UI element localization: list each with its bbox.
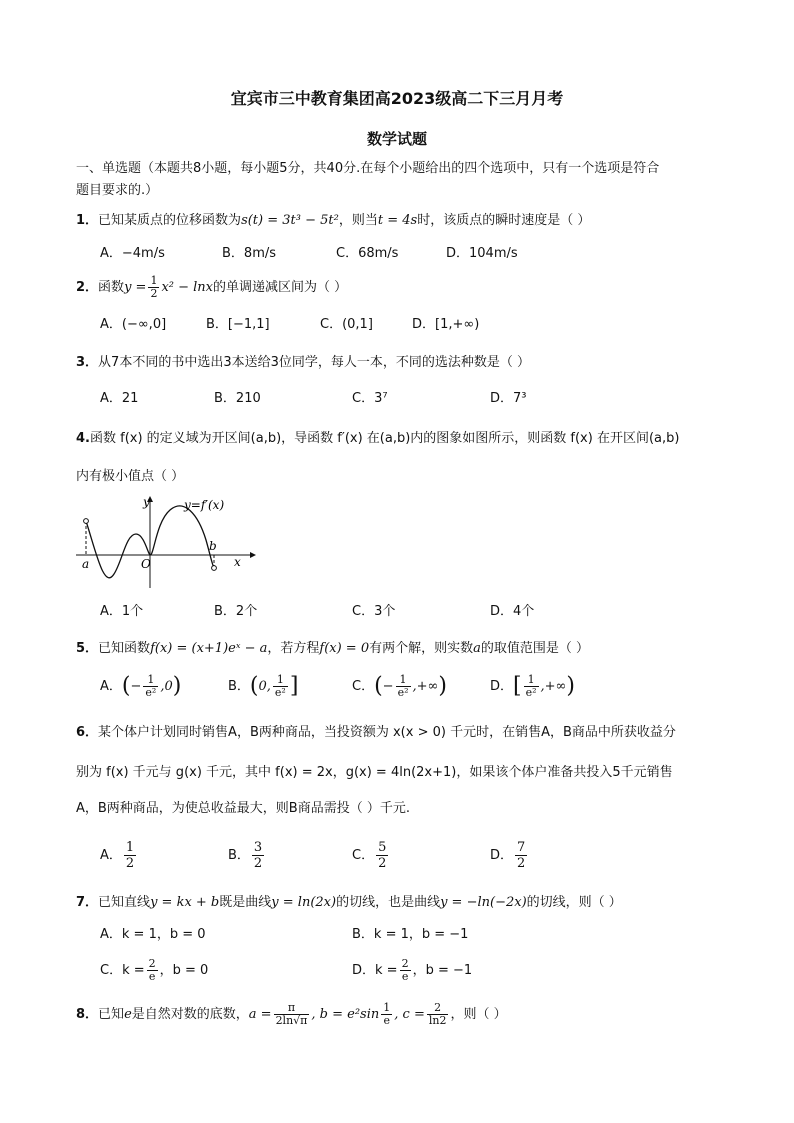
option-label: D．k = bbox=[352, 963, 398, 978]
fraction bbox=[376, 840, 388, 871]
question-5 bbox=[76, 640, 726, 658]
bracket: ( bbox=[121, 673, 131, 699]
fraction-denominator: ln2 bbox=[428, 1014, 447, 1027]
math-formula: − bbox=[130, 679, 142, 694]
fraction bbox=[427, 1002, 449, 1027]
fraction-numerator: 1 bbox=[150, 274, 158, 287]
fraction bbox=[252, 840, 264, 871]
q2-option-d: D．[1,+∞) bbox=[412, 317, 480, 332]
option-label: B． bbox=[228, 848, 250, 863]
question-text: 某个体户计划同时销售A，B两种商品，当投资额为 x(x > 0) 千元时，在销售A，B商品中所获收益分 bbox=[98, 725, 676, 740]
fraction bbox=[124, 840, 136, 871]
option-label: D． bbox=[490, 848, 514, 863]
fraction-denominator: e² bbox=[397, 686, 409, 699]
derivative-graph bbox=[74, 492, 256, 592]
point-b-label: b bbox=[209, 539, 217, 553]
q5-option-c bbox=[352, 674, 447, 699]
fraction bbox=[400, 958, 411, 983]
math-formula: ,+∞ bbox=[540, 679, 567, 694]
question-number: 1． bbox=[76, 213, 99, 228]
fraction-denominator: 2 bbox=[150, 287, 158, 300]
fraction-denominator: e² bbox=[274, 686, 286, 699]
math-formula: , b = e²sin bbox=[311, 1007, 380, 1022]
bracket: ] bbox=[289, 673, 299, 699]
math-formula: f(x) = 0 bbox=[319, 641, 370, 656]
fraction-denominator: e² bbox=[525, 686, 537, 699]
math-formula: y = bbox=[124, 280, 147, 295]
question-text: 既是曲线 bbox=[219, 895, 272, 910]
math-formula: y = −ln(−2x) bbox=[440, 895, 527, 910]
q2-option-b: B．[−1,1] bbox=[206, 317, 270, 332]
question-text: 有两个解，则实数 bbox=[369, 641, 474, 656]
question-number: 7． bbox=[76, 895, 99, 910]
fraction bbox=[148, 275, 159, 300]
question-text: 已知直线 bbox=[98, 895, 151, 910]
x-axis-label: x bbox=[234, 555, 241, 569]
fraction bbox=[524, 674, 539, 699]
section-instructions-line2: 题目要求的.） bbox=[76, 183, 159, 198]
question-number: 4. bbox=[76, 431, 90, 446]
question-text: 时，该质点的瞬时速度是（ ） bbox=[417, 213, 591, 228]
fraction bbox=[396, 674, 411, 699]
option-text: ，b = 0 bbox=[159, 963, 209, 978]
q4-option-a: A．1个 bbox=[100, 604, 144, 619]
question-6-line2: 别为 f(x) 千元与 g(x) 千元，其中 f(x) = 2x，g(x) = 4ln(2x+1)，如果该个体户准备共投入5千元销售 bbox=[76, 765, 673, 780]
math-variable: e bbox=[124, 1007, 132, 1022]
origin-label: O bbox=[141, 557, 151, 571]
fraction-numerator: 5 bbox=[378, 840, 387, 855]
fraction bbox=[273, 674, 288, 699]
question-number: 5． bbox=[76, 641, 99, 656]
q3-option-c: C．3⁷ bbox=[352, 391, 388, 406]
question-text: 是自然对数的底数， bbox=[131, 1007, 249, 1022]
option-label: B． bbox=[228, 679, 250, 694]
fraction-numerator: 2 bbox=[401, 957, 409, 970]
math-formula: , c = bbox=[394, 1007, 425, 1022]
q7-option-d bbox=[352, 958, 472, 983]
question-number: 2． bbox=[76, 280, 99, 295]
bracket: ) bbox=[438, 673, 447, 699]
fraction-numerator: 1 bbox=[396, 674, 411, 687]
fraction-numerator: 1 bbox=[143, 674, 158, 687]
bracket: [ bbox=[513, 673, 522, 699]
question-text: 的取值范围是（ ） bbox=[480, 641, 590, 656]
question-4-line1 bbox=[76, 430, 726, 448]
question-1 bbox=[76, 212, 726, 230]
x-axis-arrow bbox=[250, 552, 256, 558]
fraction-numerator: 3 bbox=[253, 840, 263, 855]
question-6-line3: A，B两种商品，为使总收益最大，则B商品需投（ ）千元. bbox=[76, 801, 410, 816]
question-text: 函数 f(x) 的定义域为开区间(a,b)，导函数 f′(x) 在(a,b)内的图象如图所示，则函数 f(x) 在开区间(a,b) bbox=[89, 431, 680, 446]
question-4-line2: 内有极小值点（ ） bbox=[76, 469, 185, 484]
question-text: 已知 bbox=[98, 1007, 125, 1022]
q1-option-b: B．8m/s bbox=[222, 246, 277, 261]
endpoint-b-open bbox=[212, 566, 217, 571]
q6-option-d bbox=[490, 840, 529, 871]
fraction-numerator: 1 bbox=[383, 1001, 391, 1014]
option-label: C．k = bbox=[100, 963, 145, 978]
bracket: ( bbox=[249, 673, 259, 699]
q2-option-a: A．(−∞,0] bbox=[100, 317, 167, 332]
fraction-denominator: 2ln√π bbox=[275, 1014, 308, 1027]
option-label: C． bbox=[352, 679, 375, 694]
fraction-denominator: e bbox=[148, 970, 156, 983]
fraction-denominator: e bbox=[383, 1014, 391, 1027]
question-2 bbox=[76, 275, 726, 300]
math-formula: y = kx + b bbox=[150, 895, 220, 910]
bracket: ) bbox=[566, 673, 575, 699]
endpoint-a-open bbox=[84, 519, 89, 524]
question-text: 从7本不同的书中选出3本送给3位同学，每人一本，不同的选法种数是（ ） bbox=[98, 355, 530, 370]
math-formula: 0, bbox=[258, 679, 271, 694]
fraction-numerator: 7 bbox=[517, 840, 526, 855]
exam-subtitle: 数学试题 bbox=[366, 130, 427, 148]
math-formula: y = ln(2x) bbox=[271, 895, 337, 910]
question-text: 函数 bbox=[98, 280, 125, 295]
q3-option-d: D．7³ bbox=[490, 391, 527, 406]
option-label: D． bbox=[490, 679, 514, 694]
math-formula: ,+∞ bbox=[412, 679, 439, 694]
graph-function-label: y=f′(x) bbox=[184, 498, 225, 512]
fraction-denominator: 2 bbox=[378, 856, 387, 871]
question-text: 的切线，则（ ） bbox=[526, 895, 622, 910]
question-number: 6． bbox=[76, 725, 99, 740]
q3-option-a: A．21 bbox=[100, 391, 139, 406]
question-text: 已知某质点的位移函数为 bbox=[98, 213, 242, 228]
fraction bbox=[381, 1002, 392, 1027]
q3-option-b: B．210 bbox=[214, 391, 261, 406]
q7-option-c bbox=[100, 958, 208, 983]
q6-option-a bbox=[100, 840, 138, 871]
fraction-denominator: e² bbox=[145, 686, 157, 699]
question-7 bbox=[76, 894, 726, 912]
fraction-denominator: e bbox=[401, 970, 409, 983]
q4-option-b: B．2个 bbox=[214, 604, 258, 619]
math-formula: f(x) = (x+1)eˣ − a bbox=[150, 641, 268, 656]
section-instructions-line1: 一、单选题（本题共8小题，每小题5分，共40分.在每个小题给出的四个选项中，只有一个选项是符合 bbox=[76, 161, 660, 176]
question-text: ，若方程 bbox=[267, 641, 320, 656]
q5-option-a bbox=[100, 674, 181, 699]
math-formula: t = 4s bbox=[377, 213, 418, 228]
math-formula: − bbox=[382, 679, 394, 694]
q1-option-c: C．68m/s bbox=[336, 246, 399, 261]
q4-option-d: D．4个 bbox=[490, 604, 535, 619]
fraction-denominator: 2 bbox=[125, 856, 135, 871]
option-label: C． bbox=[352, 848, 375, 863]
math-formula: ,0 bbox=[160, 679, 173, 694]
point-a-label: a bbox=[82, 557, 90, 571]
math-formula: x² − lnx bbox=[161, 280, 213, 295]
q2-option-c: C．(0,1] bbox=[320, 317, 373, 332]
bracket: ) bbox=[172, 673, 182, 699]
exam-title: 宜宾市三中教育集团高2023级高二下三月月考 bbox=[230, 89, 564, 108]
q4-option-c: C．3个 bbox=[352, 604, 396, 619]
question-number: 3． bbox=[76, 355, 99, 370]
fraction bbox=[143, 674, 158, 699]
q7-option-a: A．k = 1，b = 0 bbox=[100, 927, 206, 942]
q6-option-b bbox=[228, 840, 266, 871]
question-text: 已知函数 bbox=[98, 641, 151, 656]
question-text: ，则（ ） bbox=[450, 1007, 507, 1022]
math-formula: s(t) = 3t³ − 5t² bbox=[241, 213, 339, 228]
fraction-numerator: π bbox=[274, 1002, 310, 1015]
question-6-line1 bbox=[76, 724, 726, 742]
fraction-numerator: 2 bbox=[148, 957, 156, 970]
question-8 bbox=[76, 1002, 726, 1027]
question-text: 的单调递减区间为（ ） bbox=[213, 280, 348, 295]
q1-option-d: D．104m/s bbox=[446, 246, 518, 261]
option-label: A． bbox=[100, 679, 122, 694]
math-formula: a = bbox=[248, 1007, 272, 1022]
fraction-numerator: 1 bbox=[125, 840, 135, 855]
question-3 bbox=[76, 354, 726, 372]
question-number: 8． bbox=[76, 1007, 99, 1022]
fraction-denominator: 2 bbox=[517, 856, 526, 871]
fraction bbox=[515, 840, 527, 871]
fraction-numerator: 2 bbox=[427, 1002, 449, 1015]
fraction bbox=[274, 1002, 310, 1027]
option-text: ，b = −1 bbox=[412, 963, 473, 978]
q1-option-a: A．−4m/s bbox=[100, 246, 165, 261]
y-axis-label: y bbox=[143, 495, 150, 509]
q5-option-b bbox=[228, 674, 298, 699]
q5-option-d bbox=[490, 674, 575, 699]
bracket: ( bbox=[374, 673, 383, 699]
fraction-denominator: 2 bbox=[253, 856, 263, 871]
question-text: 的切线，也是曲线 bbox=[336, 895, 441, 910]
fraction-numerator: 1 bbox=[524, 674, 539, 687]
question-text: ，则当 bbox=[338, 213, 378, 228]
fraction bbox=[147, 958, 158, 983]
option-label: A． bbox=[100, 848, 122, 863]
q6-option-c bbox=[352, 840, 390, 871]
fraction-numerator: 1 bbox=[273, 674, 288, 687]
q7-option-b: B．k = 1，b = −1 bbox=[352, 927, 469, 942]
math-variable: a bbox=[473, 641, 481, 656]
